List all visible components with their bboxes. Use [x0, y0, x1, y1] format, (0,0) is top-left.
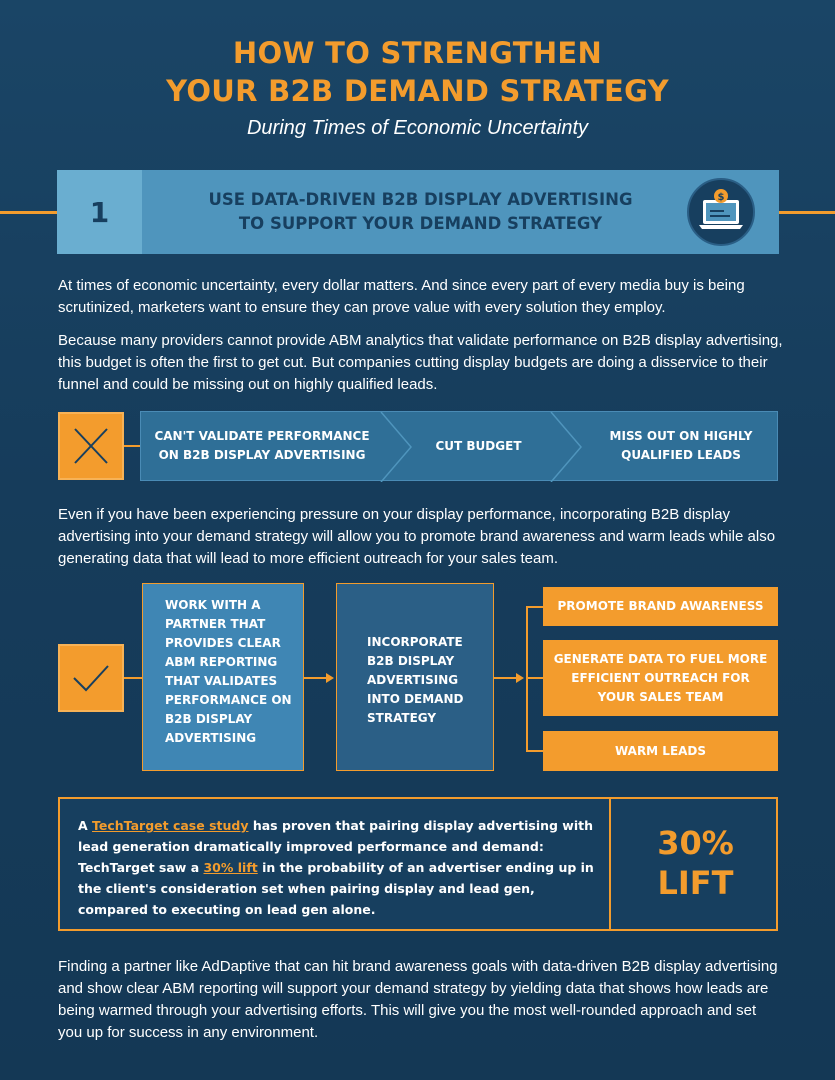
lift-value: 30% — [657, 824, 734, 862]
paragraph-4: Finding a partner like AdDaptive that can hit brand awareness goals with data-driven B2B display advertising and show clear ABM reporting will support your demand strategy by yielding data that shows how leads are being warmed through your advertising efforts. This will give you the most well-rounded approach and set you up for success in any environment. — [58, 958, 778, 1041]
title-line-1: HOW TO STRENGTHEN — [232, 36, 603, 70]
negative-step-3: MISS OUT ON HIGHLY QUALIFIED LEADS — [609, 429, 753, 462]
positive-step-1: WORK WITH A PARTNER THAT PROVIDES CLEAR ABM REPORTING THAT VALIDATES PERFORMANCE ON B2B DISPLAY ADVERTISING — [165, 598, 292, 745]
arrow-icon — [304, 670, 336, 686]
case-study-link[interactable]: TechTarget case study — [92, 818, 249, 833]
positive-step-2: INCORPORATE B2B DISPLAY ADVERTISING INTO DEMAND STRATEGY — [367, 635, 464, 725]
case-divider — [609, 799, 611, 929]
positive-step-1-box — [142, 583, 304, 771]
check-icon — [58, 644, 124, 712]
arrow-icon — [494, 670, 526, 686]
outcome-3: WARM LEADS — [543, 731, 778, 771]
x-icon — [58, 412, 124, 480]
bracket-line — [526, 606, 528, 752]
laptop-dollar-icon — [687, 178, 755, 246]
page-subtitle: During Times of Economic Uncertainty — [246, 117, 589, 139]
paragraph-1: At times of economic uncertainty, every dollar matters. And since every part of every media buy is being scrutinized, marketers want to ensure they can prove value with every solution they employ. — [58, 277, 745, 316]
divider-left — [0, 211, 57, 214]
negative-flow-bar — [140, 411, 778, 481]
case-highlight: 30% lift — [203, 860, 258, 875]
case-suffix: in the probability of an advertiser ending up in the client's consideration set when pairing display and lead gen, compared to executing on lead gen alone. — [78, 860, 594, 917]
page-title — [0, 34, 835, 110]
section-title — [142, 170, 779, 254]
case-study-text — [78, 815, 598, 920]
section-title-line-1: USE DATA-DRIVEN B2B DISPLAY ADVERTISING — [208, 190, 633, 209]
bracket-tick — [526, 606, 543, 608]
positive-step-2-box — [336, 583, 494, 771]
outcome-1: PROMOTE BRAND AWARENESS — [543, 587, 778, 626]
case-study-box — [58, 797, 778, 931]
outcome-2: GENERATE DATA TO FUEL MORE EFFICIENT OUTREACH FOR YOUR SALES TEAM — [543, 640, 778, 716]
title-line-2: YOUR B2B DEMAND STRATEGY — [166, 74, 669, 108]
connector-line — [124, 445, 140, 447]
divider-right — [779, 211, 835, 214]
lift-label: LIFT — [657, 864, 734, 902]
paragraph-3: Even if you have been experiencing pressure on your display performance, incorporating B2B display advertising into your demand strategy will allow you to promote brand awareness and warm leads while also generating data that will lead to more efficient outreach for your sales team. — [58, 506, 776, 567]
negative-step-1: CAN'T VALIDATE PERFORMANCE ON B2B DISPLAY ADVERTISING — [154, 429, 370, 462]
connector-line — [124, 677, 142, 679]
svg-text:$: $ — [717, 192, 725, 203]
bracket-tick — [526, 750, 543, 752]
case-prefix: A — [78, 818, 93, 833]
section-banner — [57, 170, 779, 254]
paragraph-2: Because many providers cannot provide ABM analytics that validate performance on B2B display advertising, this budget is often the first to get cut. But companies cutting display budgets are doing a disservice to their funnel and could be missing out on highly qualified leads. — [58, 332, 783, 393]
negative-step-2: CUT BUDGET — [435, 439, 522, 453]
bracket-tick — [526, 677, 543, 679]
section-number: 1 — [57, 170, 142, 254]
lift-stat — [613, 823, 778, 903]
section-title-line-2: TO SUPPORT YOUR DEMAND STRATEGY — [238, 214, 603, 233]
case-middle: has proven that pairing display advertising with lead generation dramatically improved performance and demand: TechTarget saw a — [78, 818, 594, 875]
